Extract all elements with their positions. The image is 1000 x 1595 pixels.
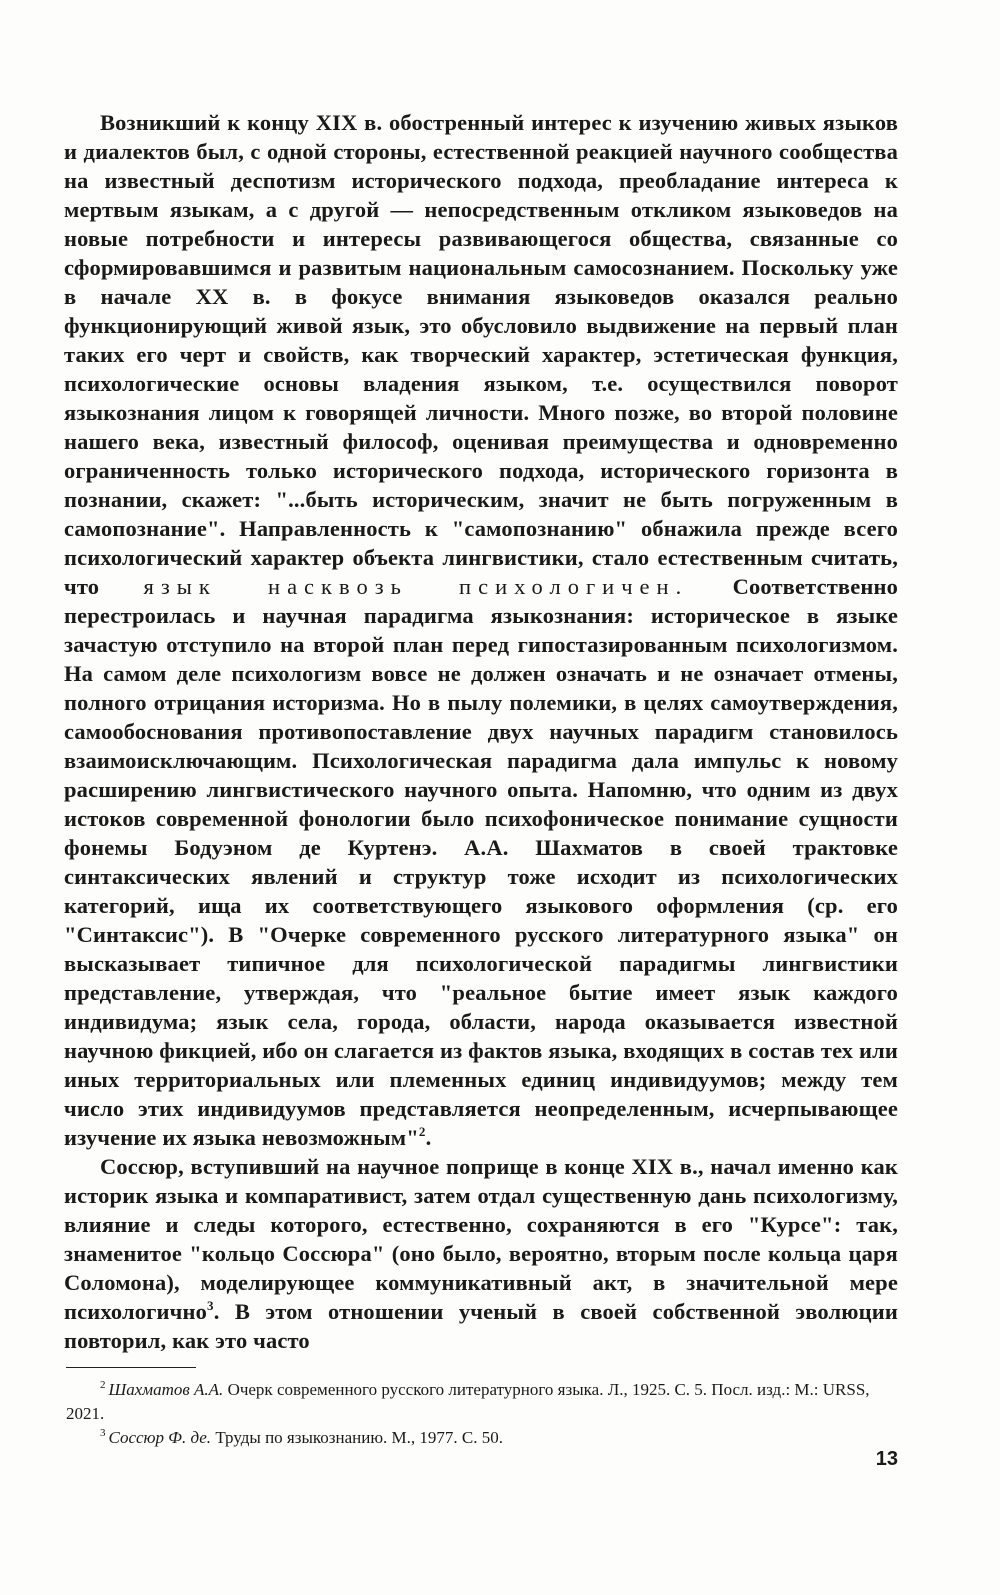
paragraph-1-text-b: Соответственно перестроилась и научная парадигма языкознания: историческое в языке зачастую отступило на второй план перед гипостазированным психологизмом. На самом деле психологизм вовсе не должен означать и не означает отмены, полного отрицания историзма. Но в пылу полемики, в целях самоутверждения, самообоснования противопоставление двух научных парадигм становилось взаимоисключающим. Психологическая парадигма дала импульс к новому расширению лингвистического научного опыта. Напомню, что одним из двух истоков современной фонологии было психофоническое понимание сущности фонемы Бодуэном де Куртенэ. А.А. Шахматов в своей трактовке синтаксических явлений и структур тоже исходит из психологических категорий, ища их соответствующего языкового оформления (ср. его "Синтаксис"). В "Очерке современного русского литературного языка" он высказывает типичное для психологической парадигмы лингвистики представление, утверждая, что "реальное бытие имеет язык каждого индивидума; язык села, города, области, народа оказывается известной научною фикцией, ибо он слагается из фактов языка, входящих в состав тех или иных территориальных или племенных единиц индивидуумов; между тем число этих индивидуумов представляется неопределенным, исчерпывающее изучение их языка невозможным" [64, 574, 899, 1150]
footnote-author: Шахматов А.А. [108, 1380, 224, 1399]
paragraph-1-text-a: Возникший к концу XIX в. обостренный интерес к изучению живых языков и диалектов был, с одной стороны, естественной реакцией научного сообщества на известный деспотизм исторического подхода, преобладание интереса к мертвым языкам, а с другой — непосредственным откликом языковедов на новые потребности и интересы развивающегося общества, связанные со сформировавшимся и развитым национальным самосознанием. Поскольку уже в начале XX в. в фокусе внимания языковедов оказался реально функционирующий живой язык, это обусловило выдвижение на первый план таких его черт и свойств, как творческий характер, эстетическая функция, психологические основы владения языком, т.е. осуществился поворот языкознания лицом к говорящей личности. Много позже, во второй половине нашего века, известный философ, оценивая преимущества и одновременно ограниченность только исторического подхода, исторического горизонта в познании, скажет: "...быть историческим, значит не быть погруженным в самопознание". Направленность к "самопознанию" обнажила прежде всего психологический характер объекта лингвистики, стало естественным считать, что [64, 110, 898, 599]
footnote-author: Соссюр Ф. де. [108, 1428, 212, 1447]
footnote-number: 3 [100, 1427, 106, 1439]
emphasized-phrase: язык насквозь психологичен. [143, 574, 689, 599]
footnote-2 [66, 1378, 896, 1426]
footnote-number: 2 [100, 1379, 106, 1391]
main-text [64, 108, 898, 1355]
footnote-3 [66, 1426, 896, 1450]
page-number: 13 [875, 1448, 898, 1470]
paragraph-1-end: . [425, 1125, 432, 1150]
paragraph-2-text-b: . В этом отношении ученый в своей собственной эволюции повторил, как это часто [64, 1299, 898, 1353]
footnote-text: Труды по языкознанию. М., 1977. С. 50. [215, 1428, 503, 1447]
footnote-ref-2: 2 [418, 1124, 426, 1139]
footnote-ref-3: 3 [207, 1298, 214, 1313]
footnote-text: Очерк современного русского литературного языка. Л., 1925. С. 5. Посл. изд.: М.: URSS, 2021. [66, 1380, 870, 1423]
footnote-divider [66, 1367, 196, 1368]
paragraph-2 [64, 1152, 898, 1355]
footnotes [66, 1378, 896, 1450]
paragraph-2-text-a: Соссюр, вступивший на научное поприще в конце XIX в., начал именно как историк языка и компаративист, затем отдал существенную дань психологизму, влияние и следы которого, естественно, сохраняются в его "Курсе": так, знаменитое "кольцо Соссюра" (оно было, вероятно, вторым после кольца царя Соломона), моделирующее коммуникативный акт, в значительной мере психологично [64, 1154, 898, 1324]
paragraph-1 [64, 108, 898, 1152]
